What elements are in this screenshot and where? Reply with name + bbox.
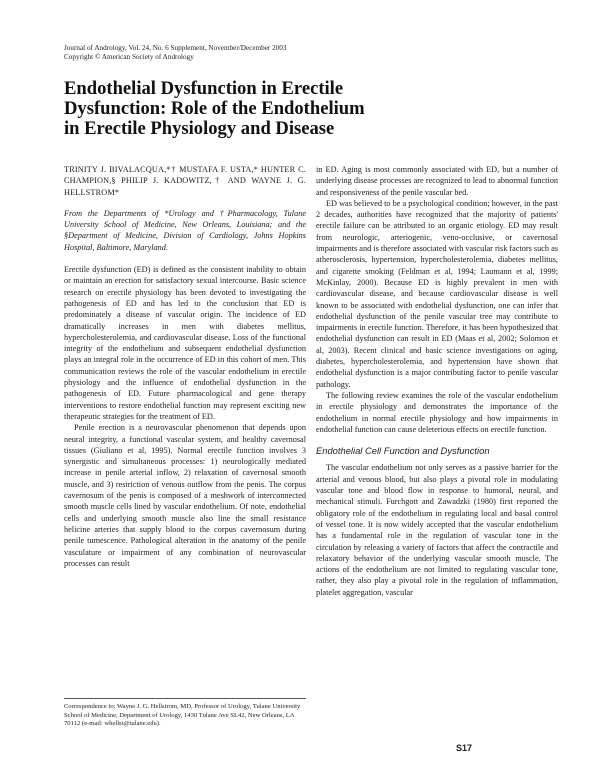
page-number: S17 [456,743,473,753]
paragraph-review-scope: The following review examines the role of the vascular endothelium in erectile physiology and demonstrates the importance of the endothelium in normal erectile physiology and how impairments in endothelial function can cause deleterious effects on erectile function. [316,390,558,434]
abstract: Erectile dysfunction (ED) is defined as the consistent inability to obtain or maintain an erection for satisfactory sexual intercourse. Basic science research on erectile physiology has been devoted to investigating the pathogenesis of ED and has led to the conclusion that ED is predominately a disease of vascular origin. The incidence of ED dramatically increases in men with diabetes mellitus, hypercholesterolemia, and cardiovascular disease. Loss of the functional integrity of the endothelium and subsequent endothelial dysfunction plays an integral role in the occurrence of ED in this cohort of men. This communication reviews the role of the vascular endothelium in erectile physiology and the influence of endothelial dysfunction in the pathogenesis of ED. Future pharmacological and gene therapy interventions to restore endothelial function may represent exciting new therapeutic strategies for the treatment of ED. [64,265,306,421]
title-line-1: Endothelial Dysfunction in Erectile [64,78,344,99]
correspondence-footnote: Correspondence to: Wayne J. G. Hellstrom, MD, Professor of Urology, Tulane University School of Medicine, Department of Urology, 1430 Tulane Ave SL42, New Orleans, LA 70112 (e-mail: whellst@tulane.edu). [64,703,301,728]
paragraph-ed-etiology: ED was believed to be a psychological condition; however, in the past 2 decades, authorities have recognized that the majority of patients' erectile failure can be attributed to an organic etiology. ED may result from neurologic, arteriogenic, veno-occlusive, or cavernosal impairments and is therefore associated with vascular risk factors such as atherosclerosis, hypertension, hypercholesterolemia, diabetes mellitus, and cigarette smoking (Feldman et al, 1994; Laumann et al, 1999; McKinlay, 2000). Because ED is highly prevalent in men with cardiovascular disease, and because cardiovascular disease is well known to be associated with endothelial dysfunction, one can infer that endothelial dysfunction of the penile vascular tree may contribute to impairments in erectile function. Therefore, it has been hypothesized that endothelial dysfunction can result in ED (Maas et al, 2002; Solomon et al, 2003). Recent clinical and basic science investigations on aging, diabetes, hypercholesterolemia, and hypertension have shown that endothelial dysfunction is a major contributing factor to penile vascular pathology. [316,198,558,389]
section-heading: Endothelial Cell Function and Dysfunction [316,445,490,457]
author-affiliation: From the Departments of *Urology and †Pharmacology, Tulane University School of Medicine, New Orleans, Louisiana; and the §Department of Medicine, Division of Cardiology, Johns Hopkins Hospital, Baltimore, Maryland. [64,208,306,252]
journal-citation: Journal of Andrology, Vol. 24, No. 6 Supplement, November/December 2003 [64,44,287,52]
paragraph-aging-continued: in ED. Aging is most commonly associated with ED, but a number of underlying disease processes are recognized to lead to abnormal function and responsiveness of the penile vascular bed. [316,165,558,197]
footnote-divider [64,698,306,699]
paragraph-endothelial-function: The vascular endothelium not only serves as a passive barrier for the arterial and venous blood, but also plays a pivotal role in modulating vascular tone and blood flow in response to humoral, neural, and mechanical stimuli. Furchgott and Zawadzki (1980) first reported the obligatory role of the endothelium in regulating local and basal control of vessel tone. It is now widely accepted that the vascular endothelium has a fundamental role in the regulation of vascular tone in the circulation by releasing a variety of factors that affect the contractile and relaxatory behavior of the underlying vascular smooth muscle. The actions of the endothelium are not limited to regulating vascular tone, rather, they also play a pivotal role in the regulation of inflammation, platelet aggregation, vascular [316,463,558,597]
journal-header [64,44,286,62]
title-line-2: Dysfunction: Role of the Endothelium [64,98,365,119]
right-column [316,164,558,598]
author-list: TRINITY J. BIVALACQUA,*† MUSTAFA F. USTA,* HUNTER C. CHAMPION,§ PHILIP J. KADOWITZ,† AND WAYNE J. G. HELLSTROM* [64,165,306,197]
left-column [64,164,306,569]
journal-copyright: Copyright © American Society of Andrology [64,53,194,61]
title-line-3: in Erectile Physiology and Disease [64,118,335,139]
paragraph-penile-erection: Penile erection is a neurovascular phenomenon that depends upon neural integrity, a functional vascular system, and healthy cavernosal tissues (Giuliano et al, 1995). Normal erectile function involves 3 synergistic and simultaneous processes: 1) neurologically mediated increase in penile arterial inflow, 2) relaxation of cavernosal smooth muscle, and 3) restriction of venous outflow from the penis. The corpus cavernosum of the penis is composed of a meshwork of interconnected smooth muscle cells lined by vascular endothelium. Of note, endothelial cells and underlying smooth muscle also line the small resistance helicine arteries that supply blood to the corpus cavernosum during penile tumescence. Pathological alteration in the anatomy of the penile vasculature or impairment of any combination of neurovascular processes can result [64,423,306,568]
article-title [64,79,384,139]
